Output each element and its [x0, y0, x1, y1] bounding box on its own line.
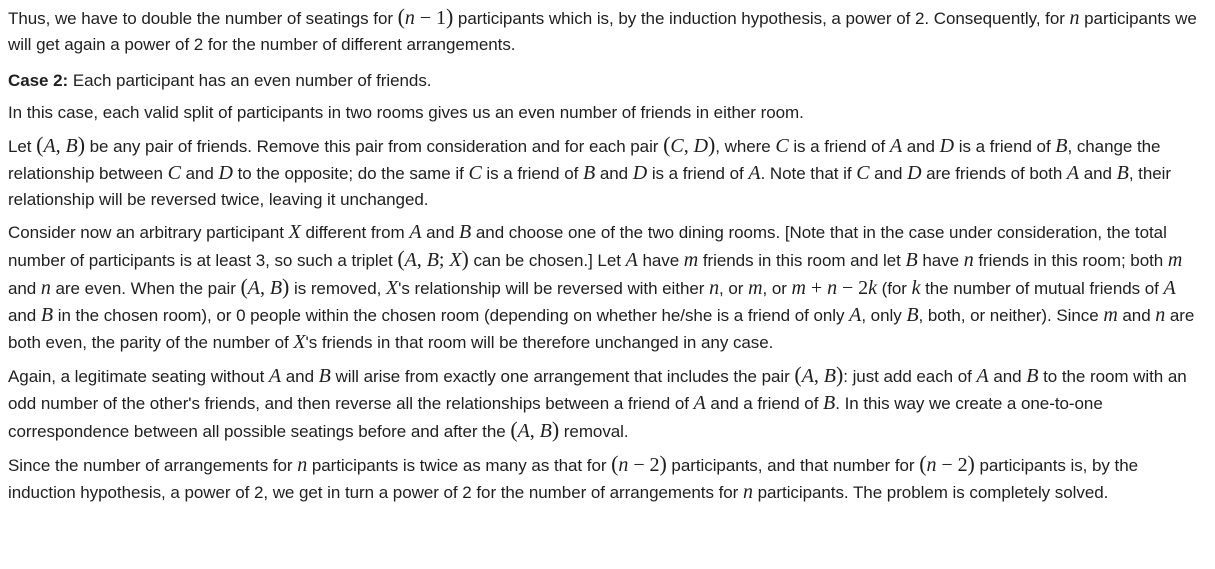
math-expression: n: [742, 481, 753, 503]
math-expression: B: [583, 162, 596, 184]
math-expression: (n − 2): [611, 451, 667, 476]
text-run: 's relationship will be reversed with either: [398, 279, 710, 298]
text-run: and: [281, 367, 319, 386]
text-run: and choose one of the two dining rooms. [Note that in the case under consideration, the total number of participants is at least 3, so such a triplet: [8, 223, 1167, 270]
text-run: and a friend of: [705, 394, 824, 413]
math-expression: C: [856, 162, 870, 184]
math-expression: n: [1069, 7, 1080, 29]
text-run: can be chosen.] Let: [468, 251, 626, 270]
math-expression: k: [911, 277, 921, 299]
text-run: : just add each of: [843, 367, 977, 386]
math-expression: A: [1163, 277, 1176, 299]
text-run: the number of mutual friends of: [920, 279, 1164, 298]
math-expression: B: [906, 304, 919, 326]
text-run: are both even, the parity of the number of: [8, 306, 1195, 352]
math-expression: m + n − 2k: [791, 277, 877, 299]
text-run: participants is twice as many as that for: [307, 456, 612, 475]
math-expression: m: [1167, 249, 1183, 271]
text-run: have: [917, 251, 964, 270]
math-expression: B: [1026, 365, 1039, 387]
math-expression: B: [1055, 135, 1068, 157]
math-expression: n: [40, 277, 51, 299]
text-run: and: [869, 164, 908, 183]
text-run: Since the number of arrangements for: [8, 456, 298, 475]
text-run: to the opposite; do the same if: [232, 164, 469, 183]
math-expression: D: [632, 162, 648, 184]
text-run: will arise from exactly one arrangement that includes the pair: [330, 367, 795, 386]
text-run: , or: [762, 279, 792, 298]
text-run: , only: [861, 306, 907, 325]
text-run: participants which is, by the induction hypothesis, a power of 2. Consequently, for: [453, 9, 1070, 28]
math-expression: B: [1116, 162, 1129, 184]
text-run: and: [8, 306, 41, 325]
text-run: , where: [715, 137, 776, 156]
text-run: participants. The problem is completely solved.: [752, 483, 1109, 502]
text-run: is a friend of: [788, 137, 890, 156]
math-expression: B: [905, 249, 918, 271]
text-run: friends in this room and let: [698, 251, 906, 270]
text-run: (for: [876, 279, 912, 298]
text-run: removal.: [559, 422, 629, 441]
text-run: , change the relationship between: [8, 137, 1161, 183]
paragraph-correspondence: [8, 362, 1207, 445]
math-expression: A: [693, 392, 706, 414]
text-run: different from: [300, 223, 410, 242]
text-run: and: [421, 223, 460, 242]
math-expression: B: [459, 221, 472, 243]
math-expression: (n − 2): [919, 451, 975, 476]
text-run: in the chosen room), or 0 people within the chosen room (depending on whether he/she is a friend of only: [53, 306, 850, 325]
math-expression: C: [468, 162, 482, 184]
math-expression: A: [976, 365, 989, 387]
math-expression: (A, B): [794, 362, 844, 387]
text-run: to the room with an odd number of the other's friends, and then reverse all the relationships between a friend of: [8, 367, 1187, 413]
math-expression: (n − 1): [397, 4, 454, 29]
math-expression: X: [288, 221, 301, 243]
text-run: have: [637, 251, 684, 270]
text-run: Each participant has an even number of friends.: [68, 71, 432, 90]
text-run: are friends of both: [921, 164, 1067, 183]
math-expression: (A, B): [36, 132, 85, 157]
text-run: and: [902, 137, 940, 156]
paragraph-parity-argument: [8, 219, 1207, 356]
math-expression: m: [748, 277, 763, 299]
text-run: and: [1117, 306, 1156, 325]
text-run: and: [988, 367, 1027, 386]
text-run: . Note that if: [760, 164, 857, 183]
text-run: be any pair of friends. Remove this pair from consideration and for each pair: [84, 137, 664, 156]
math-expression: D: [907, 162, 922, 184]
math-expression: C: [775, 135, 789, 157]
text-run: participants we will get again a power of 2 for the number of different arrangements.: [8, 9, 1197, 54]
text-run: , their relationship will be reversed twice, leaving it unchanged.: [8, 164, 1171, 209]
math-expression: A: [1066, 162, 1080, 184]
text-run: In this case, each valid split of participants in two rooms gives us an even number of friends in either room.: [8, 103, 804, 122]
text-run: is a friend of: [954, 137, 1056, 156]
text-run: . In this way we create a one-to-one correspondence between all possible seatings before and after the: [8, 394, 1103, 441]
math-expression: A: [409, 221, 422, 243]
text-run: , both, or neither). Since: [918, 306, 1104, 325]
text-run: Let: [8, 137, 37, 156]
text-run: Again, a legitimate seating without: [8, 367, 269, 386]
text-run: friends in this room; both: [973, 251, 1168, 270]
text-run: participants, and that number for: [666, 456, 920, 475]
paragraph-case1-conclusion: [8, 4, 1207, 58]
text-run: is a friend of: [647, 164, 749, 183]
math-expression: A: [748, 162, 761, 184]
text-run: is a friend of: [481, 164, 583, 183]
math-expression: (C, D): [663, 132, 716, 157]
text-run: and: [595, 164, 633, 183]
math-expression: D: [218, 162, 233, 184]
math-expression: (A, B; X): [397, 246, 469, 271]
math-expression: n: [1155, 304, 1166, 326]
math-expression: m: [1103, 304, 1118, 326]
math-expression: X: [385, 277, 399, 299]
math-expression: A: [849, 304, 862, 326]
text-run: and: [8, 279, 41, 298]
case-label: Case 2:: [8, 71, 69, 90]
math-expression: A: [889, 135, 903, 157]
text-run: Thus, we have to double the number of seatings for: [8, 9, 398, 28]
text-run: and: [180, 164, 219, 183]
math-expression: n: [297, 454, 308, 476]
math-expression: A: [268, 365, 282, 387]
text-run: 's friends in that room will be therefore unchanged in any case.: [305, 333, 774, 352]
math-expression: X: [293, 331, 306, 353]
text-run: Consider now an arbitrary participant: [8, 223, 289, 242]
math-expression: D: [939, 135, 955, 157]
text-run: participants is, by the induction hypothesis, a power of 2, we get in turn a power of 2 for the number of arrangements for: [8, 456, 1139, 502]
text-run: and: [1079, 164, 1117, 183]
math-expression: B: [40, 304, 54, 326]
paragraph-pair-removal: [8, 132, 1207, 213]
math-expression: A: [625, 249, 638, 271]
math-expression: (A, B): [510, 417, 560, 442]
math-expression: B: [318, 365, 331, 387]
paragraph-case2-intro: [8, 100, 1207, 126]
math-expression: C: [167, 162, 181, 184]
math-expression: (A, B): [240, 274, 290, 299]
paragraph-case2-heading: [8, 68, 1207, 94]
math-expression: m: [683, 249, 699, 271]
text-run: are even. When the pair: [50, 279, 241, 298]
paragraph-final-conclusion: [8, 451, 1207, 506]
text-run: , or: [719, 279, 749, 298]
text-run: is removed,: [289, 279, 386, 298]
math-expression: n: [963, 249, 974, 271]
math-expression: B: [823, 392, 836, 414]
math-expression: n: [709, 277, 720, 299]
